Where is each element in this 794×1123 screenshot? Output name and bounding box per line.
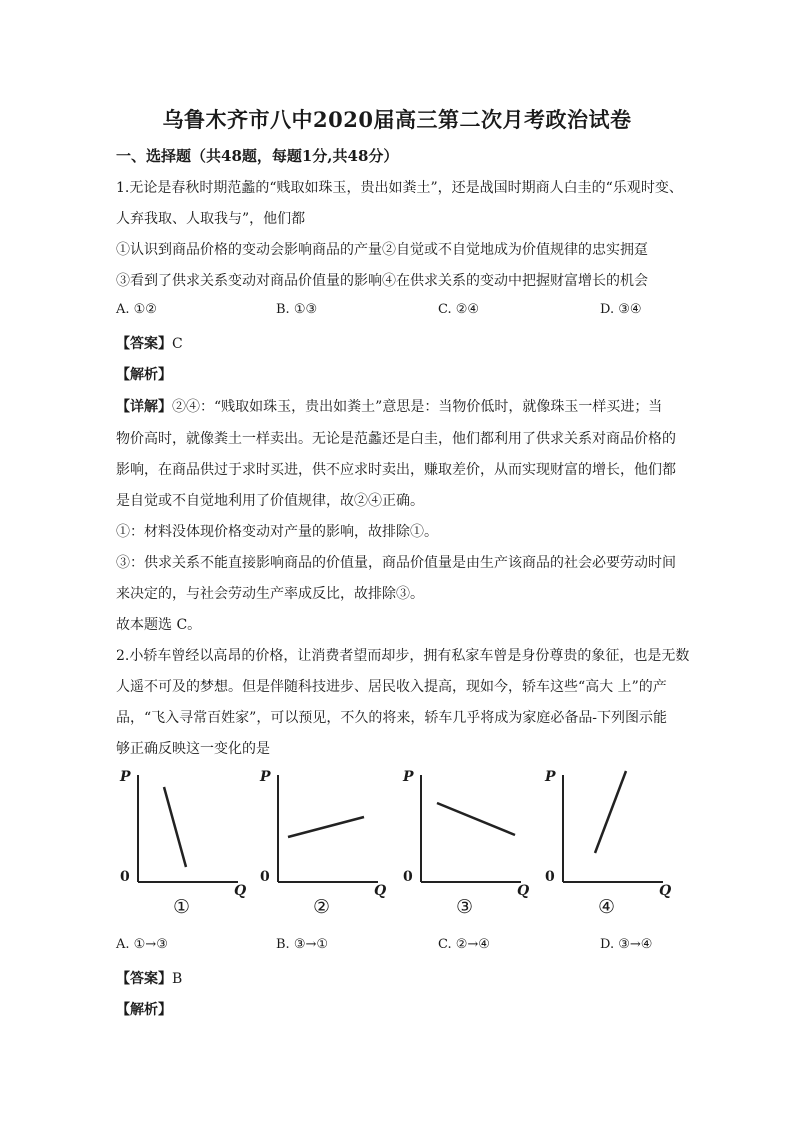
q1-detail-line-1 <box>116 396 662 416</box>
y-axis-label: P <box>260 769 271 785</box>
graph-3 <box>393 765 533 925</box>
q1-detail-line-4: 是自觉或不自觉地利用了价值规律，故②④正确。 <box>116 493 424 509</box>
curve-gentle-up <box>288 817 364 837</box>
y-axis-label: P <box>120 769 131 785</box>
graph-number: ③ <box>456 896 474 918</box>
q2-stem-line-4: 够正确反映这一变化的是 <box>116 741 270 757</box>
q2-option-d: D. ③→④ <box>600 937 653 952</box>
q1-statement-line-2: ③看到了供求关系变动对商品价值量的影响④在供求关系的变动中把握财富增长的机会 <box>116 273 648 289</box>
q2-option-b: B. ③→① <box>276 937 329 952</box>
q2-graph-figure <box>110 765 690 925</box>
origin-label: 0 <box>260 869 270 885</box>
q1-option-b: B. ①③ <box>276 302 318 317</box>
q1-detail-line-3: 影响，在商品供过于求时买进，供不应求时卖出，赚取差价，从而实现财富的增长，他们都 <box>116 462 676 478</box>
q2-stem-line-2: 人遥不可及的梦想。但是伴随科技进步、居民收入提高，现如今，轿车这些“高大 上”的产 <box>116 679 667 695</box>
q2-option-a: A. ①→③ <box>116 937 168 952</box>
q1-extra-line-1: ①：材料没体现价格变动对产量的影响，故排除①。 <box>116 524 438 540</box>
graph-number: ① <box>173 896 191 918</box>
graph-2 <box>250 765 390 925</box>
x-axis-label: Q <box>374 883 387 899</box>
graph-number: ② <box>313 896 331 918</box>
x-axis-label: Q <box>517 883 530 899</box>
q1-stem-line-1: 1.无论是春秋时期范蠡的“贱取如珠玉，贵出如粪土”，还是战国时期商人白圭的“乐观时变、 <box>116 180 683 196</box>
q1-option-c: C. ②④ <box>438 302 480 317</box>
curve-steep-down <box>164 787 186 867</box>
x-axis-label: Q <box>659 883 672 899</box>
origin-label: 0 <box>403 869 413 885</box>
y-axis-label: P <box>403 769 414 785</box>
q2-analysis-tag: 【解析】 <box>116 1002 172 1018</box>
answer-tag: 【答案】 <box>116 971 172 987</box>
q1-extra-line-2: ③：供求关系不能直接影响商品的价值量，商品价值量是由生产该商品的社会必要劳动时间 <box>116 555 676 571</box>
curve-gentle-down <box>437 803 515 835</box>
answer-tag: 【答案】 <box>116 336 172 352</box>
q1-analysis-tag: 【解析】 <box>116 367 172 383</box>
answer-value: C <box>172 336 183 352</box>
graph-4 <box>535 765 675 925</box>
y-axis-label: P <box>545 769 556 785</box>
origin-label: 0 <box>120 869 130 885</box>
q2-option-c: C. ②→④ <box>438 937 490 952</box>
detail-tag: 【详解】 <box>116 399 172 415</box>
detail-text: ②④：“贱取如珠玉，贵出如粪土”意思是：当物价低时，就像珠玉一样买进；当 <box>172 399 663 415</box>
exam-title: 乌鲁木齐市八中2020届高三第二次月考政治试卷 <box>162 107 632 132</box>
q2-stem-line-3: 品，“飞入寻常百姓家”，可以预见，不久的将来，轿车几乎将成为家庭必备品-下列图示能 <box>116 710 668 726</box>
graph-number: ④ <box>598 896 616 918</box>
origin-label: 0 <box>545 869 555 885</box>
curve-steep-up <box>595 771 626 853</box>
q1-stem-line-2: 人弃我取、人取我与”，他们都 <box>116 211 306 227</box>
section-heading: 一、选择题（共48题，每题1分,共48分） <box>116 147 399 165</box>
q1-option-a: A. ①② <box>116 302 157 317</box>
q1-option-d: D. ③④ <box>600 302 642 317</box>
x-axis-label: Q <box>234 883 247 899</box>
q1-detail-line-2: 物价高时，就像粪土一样卖出。无论是范蠡还是白圭，他们都利用了供求关系对商品价格的 <box>116 431 676 447</box>
q1-answer <box>116 333 183 353</box>
q2-answer <box>116 968 182 988</box>
graph-1 <box>110 765 250 925</box>
q2-stem-line-1: 2.小轿车曾经以高昂的价格，让消费者望而却步，拥有私家车曾是身份尊贵的象征，也是无数 <box>116 648 690 664</box>
q1-extra-line-3: 来决定的，与社会劳动生产率成反比，故排除③。 <box>116 586 424 602</box>
q1-extra-line-4: 故本题选 C。 <box>116 617 202 633</box>
answer-value: B <box>172 971 183 987</box>
q1-statement-line-1: ①认识到商品价格的变动会影响商品的产量②自觉或不自觉地成为价值规律的忠实拥趸 <box>116 242 648 258</box>
